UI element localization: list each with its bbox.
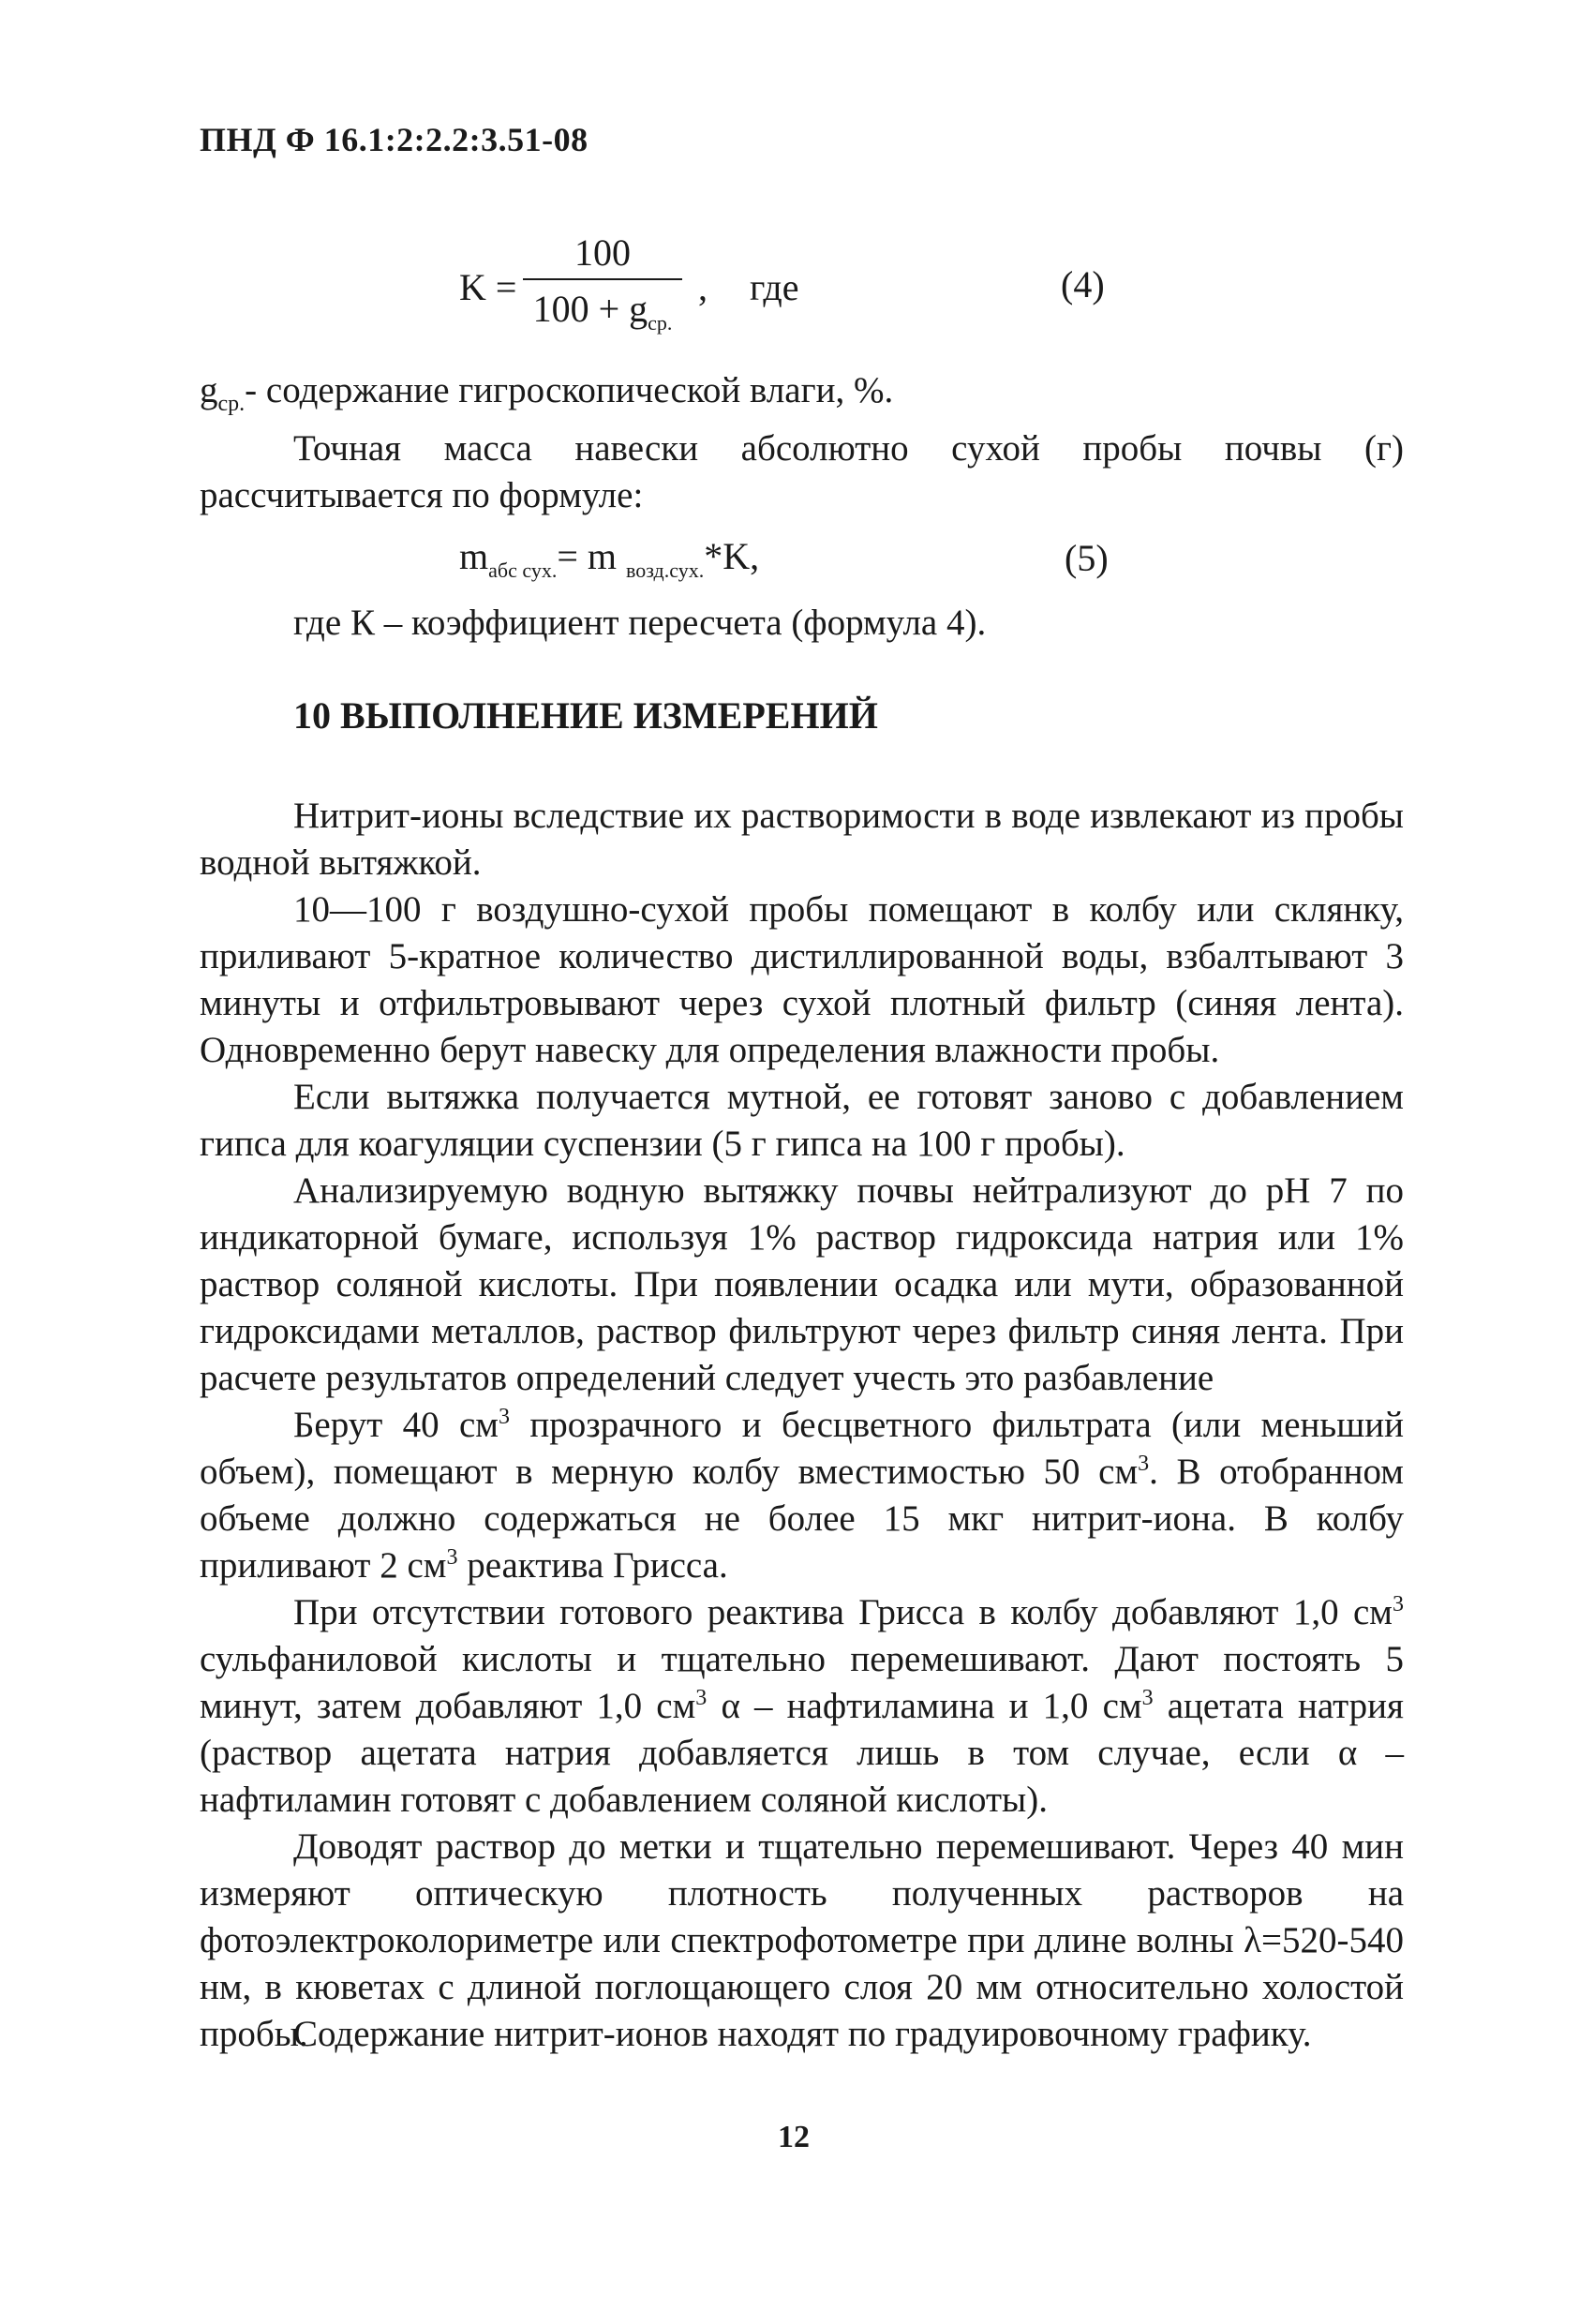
- formula-4-lhs: K =: [459, 266, 517, 308]
- fraction-bar: [523, 278, 682, 280]
- formula-4-where: где: [750, 266, 799, 308]
- gcp-definition: $g_{ср.}-$ содержание гигроскопической влаги, %.: [200, 370, 894, 416]
- page-number: 12: [778, 2120, 810, 2154]
- paragraph-7: Доводят раствор до метки и тщательно перемешивают. Через 40 мин измеряют оптическую плотность полученных растворов на фотоэлектроколориметре или спектрофотометре при длине волны λ=520-540 нм, в кюветах с длиной поглощающего слоя 20 мм относительно холостой пробы.: [200, 1826, 1404, 2054]
- where-k-text: где К – коэффициент пересчета (формула 4).: [293, 603, 987, 643]
- formula-4-numerator: 100: [574, 231, 631, 274]
- paragraph-4: Анализируемую водную вытяжку почвы нейтрализуют до рН 7 по индикаторной бумаге, используя 1% раствор гидроксида натрия или 1% раствор соляной кислоты. При появлении осадка или мути, образованной гидроксидами металлов, раствор фильтруют через фильтр синяя лента. При расчете результатов определений следует учесть это разбавление: [200, 1170, 1404, 1398]
- formula-5-number: (5): [1065, 537, 1109, 579]
- paragraph-3: Если вытяжка получается мутной, ее готовят заново с добавлением гипса для коагуляции суспензии (5 г гипса на 100 г пробы).: [200, 1077, 1404, 1164]
- document-code-header: ПНД Ф 16.1:2:2.2:3.51-08: [200, 121, 588, 158]
- paragraph-exact-mass: Точная масса навески абсолютно сухой пробы почвы (г) рассчитывается по формуле:: [200, 428, 1404, 515]
- formula-4-denominator: $100 + g_{ср.}$: [532, 288, 673, 335]
- formula-4-number: (4): [1061, 263, 1105, 305]
- section-title: 10 ВЫПОЛНЕНИЕ ИЗМЕРЕНИЙ: [293, 694, 878, 737]
- formula-4-fraction: [523, 230, 682, 333]
- paragraph-6: При отсутствии готового реактива Грисса в колбу добавляют 1,0 $см^3$ сульфаниловой кислоты и тщательно перемешивают. Дают постоять 5 минут, затем добавляют 1,0 $см^3$ α – нафтиламина и 1,0 $см^3$ ацетата натрия (раствор ацетата натрия добавляется лишь в том случае, если α – нафтиламин готовят с добавлением соляной кислоты).: [200, 1592, 1404, 1820]
- paragraph-1: Нитрит-ионы вследствие их растворимости в воде извлекают из пробы водной вытяжкой.: [200, 796, 1404, 883]
- formula-5: $m_{абс сух.}= m$ $_{возд.сух.}$*K,: [459, 535, 760, 582]
- paragraph-5: Берут 40 $см^3$ прозрачного и бесцветного фильтрата (или меньший объем), помещают в мерную колбу вместимостью 50 $см^3$. В отобранном объеме должно содержаться не более 15 мкг нитрит-иона. В колбу приливают 2 $см^3$ реактива Грисса.: [200, 1405, 1404, 1586]
- paragraph-2: 10—100 г воздушно-сухой пробы помещают в колбу или склянку, приливают 5-кратное количество дистиллированной воды, взбалтывают 3 минуты и отфильтровывают через сухой плотный фильтр (синяя лента). Одновременно берут навеску для определения влажности пробы.: [200, 889, 1404, 1070]
- formula-4-comma: ,: [698, 266, 708, 308]
- paragraph-8: Содержание нитрит-ионов находят по градуировочному графику.: [293, 2014, 1312, 2054]
